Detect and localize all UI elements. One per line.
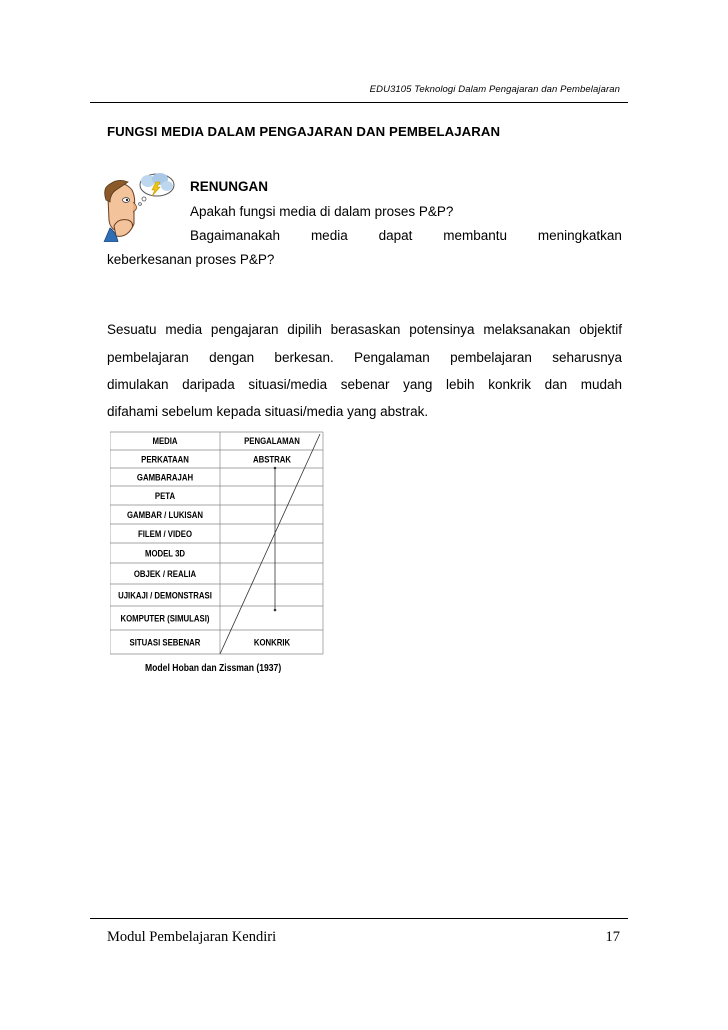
q2-word: dapat bbox=[378, 228, 413, 243]
paragraph-line: Sesuatu media pengajaran dipilih berasaskan potensinya melaksanakan objektif bbox=[107, 322, 622, 337]
thinking-person-icon bbox=[100, 168, 180, 242]
diagram-caption: Model Hoban dan Zissman (1937) bbox=[145, 663, 282, 674]
section-title: FUNGSI MEDIA DALAM PENGAJARAN DAN PEMBELAJARAN bbox=[107, 124, 501, 139]
media-cell: SITUASI SEBENAR bbox=[129, 636, 201, 648]
arrow-bottom-dot bbox=[274, 609, 277, 612]
media-cell: MODEL 3D bbox=[144, 547, 186, 559]
running-header: EDU3105 Teknologi Dalam Pengajaran dan Pembelajaran bbox=[369, 84, 620, 95]
media-cell: GAMBARAJAH bbox=[136, 471, 194, 483]
q2-word: meningkatkan bbox=[537, 228, 622, 243]
media-cell: PERKATAAN bbox=[141, 453, 189, 465]
arrow-top-dot bbox=[274, 467, 277, 470]
footer-rule bbox=[90, 918, 628, 919]
pengalaman-cell: ABSTRAK bbox=[252, 453, 292, 465]
q2-word: media bbox=[310, 228, 348, 243]
footer-module-title: Modul Pembelajaran Kendiri bbox=[107, 929, 277, 945]
media-cell: UJIKAJI / DEMONSTRASI bbox=[118, 589, 212, 601]
media-cell: GAMBAR / LUKISAN bbox=[126, 509, 204, 521]
media-cell: FILEM / VIDEO bbox=[137, 528, 193, 540]
diagonal-line bbox=[220, 434, 320, 654]
header-media: MEDIA bbox=[152, 435, 178, 447]
header-pengalaman: PENGALAMAN bbox=[244, 435, 300, 447]
media-cell: OBJEK / REALIA bbox=[133, 568, 197, 580]
reflection-question-2-continuation: keberkesanan proses P&P? bbox=[107, 252, 275, 267]
q2-word: Bagaimanakah bbox=[190, 228, 281, 243]
header-rule bbox=[90, 102, 628, 103]
media-cell: PETA bbox=[154, 490, 176, 502]
paragraph-line: dimulakan daripada situasi/media sebenar yang lebih konkrik dan mudah bbox=[107, 377, 622, 392]
reflection-heading: RENUNGAN bbox=[190, 179, 269, 194]
page-number: 17 bbox=[605, 929, 620, 945]
reflection-question-2 bbox=[190, 228, 622, 243]
media-cell: KOMPUTER (SIMULASI) bbox=[120, 612, 210, 624]
hoban-zissman-diagram bbox=[110, 430, 324, 656]
paragraph-line: difahami sebelum kepada situasi/media yang abstrak. bbox=[107, 404, 429, 419]
q2-word: membantu bbox=[443, 228, 508, 243]
pengalaman-cell: KONKRIK bbox=[253, 636, 291, 648]
paragraph-line: pembelajaran dengan berkesan. Pengalaman pembelajaran seharusnya bbox=[107, 350, 622, 365]
reflection-question-1: Apakah fungsi media di dalam proses P&P? bbox=[190, 204, 454, 219]
